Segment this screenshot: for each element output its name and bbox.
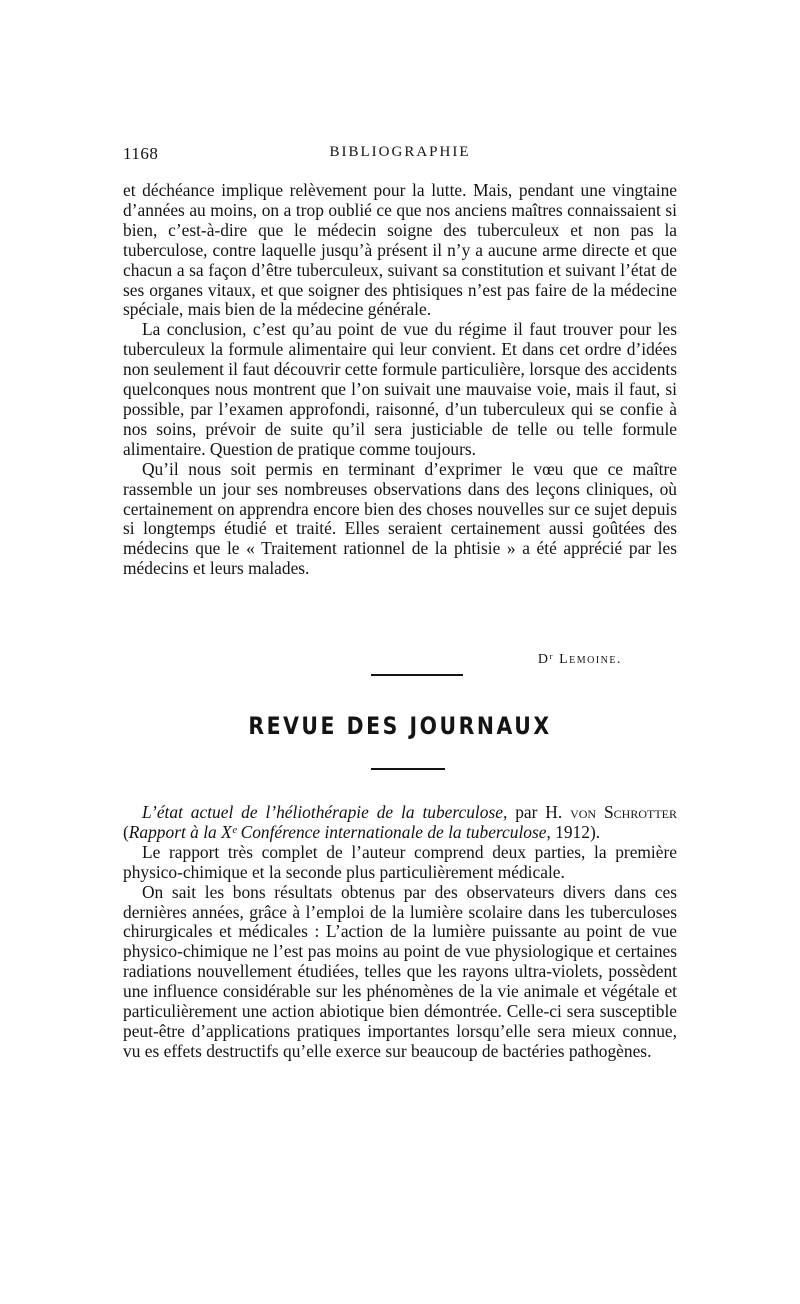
signature-name: Lemoine.: [559, 652, 622, 667]
page-number: 1168: [123, 144, 159, 163]
heading-divider: [371, 768, 445, 770]
article-paragraph: On sait les bons résultats obtenus par des observateurs divers dans ces dernières années, grâce à l’emploi de la lumière scolaire dans les tuberculoses chirurgicales et médicales : L’action de la lumière puissante au point de vue physico-chimique ne l’est pas moins au point de vue physiologique et certaines radiations nouvellement étudiées, telles que les rayons ultra-violets, possèdent une influence considérable sur les phénomènes de la vie animale et végétale et particulièrement une action abiotique bien démontrée. Celle-ci sera susceptible peut-être d’applications pratiques importantes lorsqu’elle sera mieux connue, vu es effets destructifs qu’elle exerce sur beaucoup de bactéries pathogènes.: [123, 881, 677, 1061]
bibliography-paragraph: La conclusion, c’est qu’au point de vue du régime il faut trouver pour les tuberculeux la formule alimentaire qui leur convient. Et dans cet ordre d’idées non seulement il faut découvrir cette formule particulière, lorsque des accidents quelconques nous montrent que l’on suivait une mauvaise voie, mais il faut, si possible, par l’examen approfondi, raisonné, d’un tuberculeux qui se confie à nos soins, prévoir de suite qu’il sera justiciable de telle ou telle formule alimentaire. Question de pratique comme toujours.: [123, 319, 677, 459]
section-divider: [371, 674, 463, 676]
article-paragraph: Le rapport très complet de l’auteur comprend deux parties, la première physico-chimique et la seconde plus particulièrement médicale.: [123, 841, 677, 882]
bibliography-review: [123, 181, 677, 579]
article-citation: [123, 803, 677, 843]
citation-open: (: [123, 821, 129, 842]
running-head: BIBLIOGRAPHIE: [329, 144, 471, 160]
article-source: Rapport à la Xᵉ Conférence internationale de la tuberculose: [128, 821, 547, 842]
article-author: von Schrotter: [570, 802, 677, 822]
bibliography-paragraph: Qu’il nous soit permis en terminant d’exprimer le vœu que ce maître rassemble un jour ses nombreuses observations dans des leçons cliniques, où certainement on apprendra encore bien des choses nouvelles sur ce sujet depuis si longtemps étudié et traité. Elles seraient certainement aussi goûtées des médecins que le « Traitement rationnel de la phtisie » a été apprécié par les médecins et leurs malades.: [123, 458, 677, 579]
article-title: L’état actuel de l’héliothérapie de la tuberculose,: [142, 802, 508, 822]
citation-by: par H.: [507, 802, 571, 822]
author-signature: [538, 652, 622, 668]
journal-review: [123, 803, 677, 1062]
citation-close: , 1912).: [546, 821, 601, 842]
signature-title: Dʳ: [537, 652, 555, 667]
bibliography-paragraph: et déchéance implique relèvement pour la lutte. Mais, pendant une vingtaine d’années au moins, on a trop oublié ce que nos anciens maîtres connaissaient si bien, c’est-à-dire que le médecin soigne des tuberculeux et non pas la tuberculose, contre laquelle jusqu’à présent il n’y a aucune arme directe et que chacun a sa façon d’être tuberculeux, suivant sa constitution et suivant l’état de ses organes vitaux, et que soigner des phtisiques n’est pas faire de la médecine spéciale, mais bien de la médecine générale.: [123, 180, 677, 320]
section-heading: REVUE DES JOURNAUX: [248, 712, 552, 740]
page-header: [123, 144, 677, 170]
